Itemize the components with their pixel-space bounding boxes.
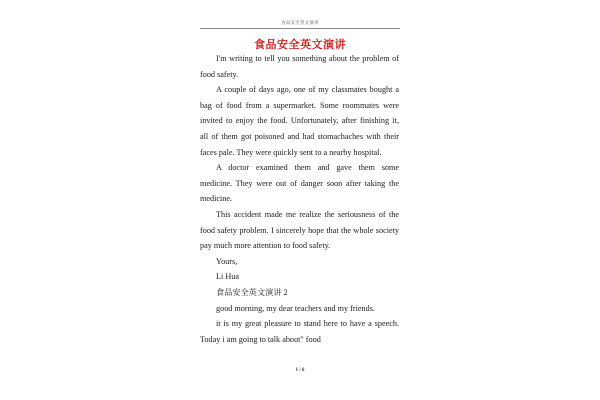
closing-salutation: Yours, [216,256,238,266]
paragraph-intro: I'm writing to tell you something about the problem of food safety. [200,54,399,79]
page-number: 1 / 6 [295,368,305,373]
header-divider [200,28,400,29]
speech-opening: it is my great pleasure to stand here to have a speech. Today i am going to talk about" food [200,319,399,344]
signature-name: Li Hua [216,272,239,282]
paragraph-doctor: A doctor examined them and gave them some medicine. They were out of danger soon after taking the medicine. [200,163,399,204]
document-title: 食品安全英文演讲 [254,39,346,51]
speech-greeting: good morning, my dear teachers and my friends. [216,303,375,313]
paragraph-story: A couple of days ago, one of my classmates bought a bag of food from a supermarket. Some roommates were invited to enjoy the food. Unfortunately, after finishing it, all of them got poisoned and had stomachaches with their faces pale. They were quickly sent to a nearby hospital. [200,85,399,157]
paragraph-conclusion: This accident made me realize the seriousness of the food safety problem. I sincerely hope that the whole society pay much more attention to food safety. [200,209,399,251]
running-header: 食品安全英文演讲 [281,20,319,25]
document-body [200,51,399,347]
section-heading-2: 食品安全英文演讲 2 [216,287,288,297]
